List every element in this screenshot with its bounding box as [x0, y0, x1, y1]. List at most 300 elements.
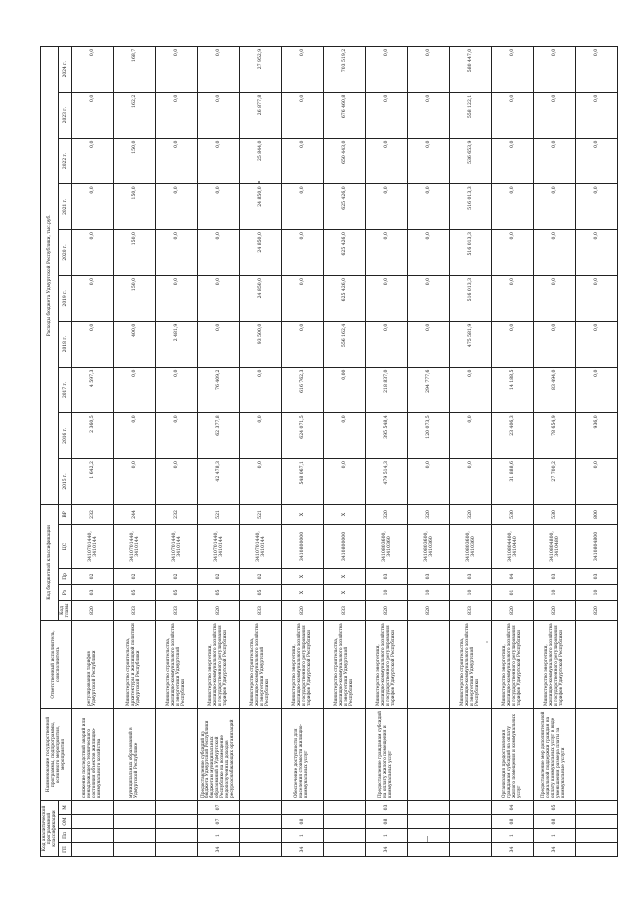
m-code-cell: 07 [198, 800, 240, 814]
expense-value-cell: 0,0 [534, 138, 576, 184]
expense-value-cell: 516 013,3 [450, 184, 492, 230]
expense-value-cell: 703 519,2 [324, 46, 366, 92]
pp-code-cell [324, 829, 366, 843]
expense-value-cell: 4 597,3 [72, 367, 114, 413]
expense-value-cell: 0,0 [198, 92, 240, 138]
pp-code-cell [450, 829, 492, 843]
expense-value-cell: 0,0 [408, 46, 450, 92]
expense-value-cell: 0,0 [408, 275, 450, 321]
m-code-cell [450, 800, 492, 814]
expense-value-cell: 0,0 [576, 138, 618, 184]
expenses-header: Расходы бюджета Удмуртской Республики, тыс.руб. [41, 46, 59, 504]
chapter-code-cell: 833 [114, 600, 156, 620]
pp-code-cell [408, 829, 450, 843]
program-code-header: Пп [59, 829, 72, 843]
expense-value-cell: 0,0 [450, 459, 492, 505]
expense-value-cell: 24 850,0 [240, 184, 282, 230]
budget-table-page [40, 47, 600, 857]
expense-value-cell: 62 377,8 [198, 413, 240, 459]
measure-name-cell: Организация предоставления гражданам субсидий на оплату жилого помещения и коммунальных услуг [492, 708, 534, 800]
gp-code-cell: 34 [492, 843, 534, 857]
chapter-code-cell: 820 [534, 600, 576, 620]
section-code-cell: 10 [366, 584, 408, 600]
expense-value-cell: 0,0 [156, 413, 198, 459]
expense-value-cell: 0,0 [198, 275, 240, 321]
table-row [198, 46, 240, 856]
expense-value-cell: 0,0 [450, 413, 492, 459]
target-article-cell: 3410803600, 3410360 [366, 524, 408, 568]
om-code-cell: 08 [492, 815, 534, 829]
m-code-cell [114, 800, 156, 814]
section-code-cell: 01 [492, 584, 534, 600]
expense-value-cell: 0,0 [282, 275, 324, 321]
measure-name-cell: снижение последствий аварий или ненадлежащего технического состояния объектов жилищно-коммунального хозяйства [72, 708, 114, 800]
year-header: 2017 г. [59, 367, 72, 413]
chapter-code-cell: 820 [576, 600, 618, 620]
expense-value-cell: 76 409,2 [198, 367, 240, 413]
expense-value-cell: 0,0 [72, 184, 114, 230]
expense-value-cell: 0,0 [366, 92, 408, 138]
gp-code-cell [114, 843, 156, 857]
target-article-cell: 3410800000 [282, 524, 324, 568]
expense-type-cell: 232 [156, 504, 198, 524]
expense-value-cell: 625 426,0 [324, 275, 366, 321]
measure-name-cell: Предоставление гражданам субсидий на оплату жилого помещения и коммунальных услуг [366, 708, 408, 800]
responsible-cell: Министерство энергетики, жилищно-коммунального хозяйства и государственного регулирования тарифов Удмуртской Республики [366, 620, 408, 708]
gp-code-cell: 34 [282, 843, 324, 857]
om-code-cell: 08 [534, 815, 576, 829]
expense-value-cell: 150,0 [114, 230, 156, 276]
expense-value-cell: 27 952,9 [240, 46, 282, 92]
expense-value-cell: 556 162,4 [324, 321, 366, 367]
expense-value-cell: 0,0 [198, 184, 240, 230]
expense-value-cell: 0,0 [114, 459, 156, 505]
responsible-cell [576, 620, 618, 708]
year-header: 2018 г. [59, 321, 72, 367]
chapter-code-cell: 820 [198, 600, 240, 620]
expense-value-cell: 150,0 [114, 184, 156, 230]
chapter-code-cell: 820 [282, 600, 324, 620]
expense-value-cell: 26 877,8 [240, 92, 282, 138]
year-header: 2021 г. [59, 184, 72, 230]
measure-name-cell: Предоставление субсидий из бюджета Удмуртской Республики бюджетам муниципальных образований в Удмуртской Республике на возмещение недополученных доходов ресурсоснабжающих организаций [198, 708, 240, 800]
expense-value-cell: 0,0 [156, 275, 198, 321]
expense-value-cell: 0,0 [240, 367, 282, 413]
expense-type-cell: 530 [534, 504, 576, 524]
chapter-code-cell: 820 [72, 600, 114, 620]
expense-value-cell: 0,0 [156, 92, 198, 138]
expense-value-cell: 0,0 [576, 459, 618, 505]
expense-value-cell: 78 654,9 [534, 413, 576, 459]
expense-type-cell: 530 [492, 504, 534, 524]
subsection-code-cell: 02 [240, 568, 282, 584]
section-code-cell: 10 [534, 584, 576, 600]
expense-value-cell: 0,0 [576, 184, 618, 230]
program-classification-header: Код аналитической программной классификации [41, 800, 59, 856]
expense-type-cell: 320 [408, 504, 450, 524]
om-code-cell [450, 815, 492, 829]
target-article-cell: 3410701440, 3410144 [240, 524, 282, 568]
budget-code-header: ВР [59, 504, 72, 524]
target-article-cell: 3410701440, 3410144 [198, 524, 240, 568]
pp-code-cell: 1 [492, 829, 534, 843]
expense-value-cell: 400,0 [114, 321, 156, 367]
responsible-cell: Министерство строительства, жилищно-коммунального хозяйства и энергетики Удмуртской Республики [240, 620, 282, 708]
expense-value-cell: 14 188,5 [492, 367, 534, 413]
section-code-cell: 05 [156, 584, 198, 600]
expense-value-cell: 0,0 [114, 413, 156, 459]
chapter-code-cell: 833 [324, 600, 366, 620]
pp-code-cell [114, 829, 156, 843]
chapter-code-cell: 820 [408, 600, 450, 620]
expense-value-cell: 42 478,3 [198, 459, 240, 505]
expense-value-cell: 936,0 [576, 413, 618, 459]
expense-value-cell: 218 837,0 [366, 367, 408, 413]
program-code-header: ГП [59, 843, 72, 857]
budget-classification-header: Код бюджетной классификации [41, 504, 59, 620]
om-code-cell [324, 815, 366, 829]
subsection-code-cell: 02 [114, 568, 156, 584]
expense-value-cell: 0,0 [534, 92, 576, 138]
expense-type-cell: X [282, 504, 324, 524]
expense-value-cell: 0,0 [198, 321, 240, 367]
pp-code-cell: 1 [198, 829, 240, 843]
program-code-header: М [59, 800, 72, 814]
expense-value-cell: 0,0 [492, 275, 534, 321]
expense-value-cell: 395 548,4 [366, 413, 408, 459]
expense-value-cell: 0,0 [72, 92, 114, 138]
section-code-cell: 10 [408, 584, 450, 600]
responsible-cell: Министерство строительства, жилищно-коммунального хозяйства и энергетики Удмуртской Республики [450, 620, 492, 708]
expense-value-cell: 0,0 [576, 230, 618, 276]
expense-value-cell: 0,0 [156, 184, 198, 230]
expense-value-cell: 676 460,8 [324, 92, 366, 138]
m-code-cell: 05 [534, 800, 576, 814]
responsible-cell [408, 620, 450, 708]
section-code-cell: 03 [72, 584, 114, 600]
expense-value-cell: 0,00 [324, 367, 366, 413]
expense-value-cell: 0,0 [114, 367, 156, 413]
expense-value-cell: 516 013,3 [450, 275, 492, 321]
gp-code-cell [240, 843, 282, 857]
gp-code-cell [450, 843, 492, 857]
year-header: 2016 г. [59, 413, 72, 459]
expense-value-cell: 0,0 [408, 459, 450, 505]
m-code-cell [324, 800, 366, 814]
expense-value-cell: 31 888,6 [492, 459, 534, 505]
budget-expenses-table [40, 46, 618, 857]
om-code-cell [576, 815, 618, 829]
table-row [156, 46, 198, 856]
expense-value-cell: 625 426,0 [324, 230, 366, 276]
target-article-cell: 3410701440, 3410144 [114, 524, 156, 568]
expense-value-cell: 0,0 [534, 184, 576, 230]
subsection-code-cell: 03 [366, 568, 408, 584]
section-code-cell: 10 [450, 584, 492, 600]
measure-name-cell [408, 708, 450, 800]
expense-value-cell: 616 762,3 [282, 367, 324, 413]
measure-name-cell: муниципальных образований в Удмуртской Республике [114, 708, 156, 800]
expense-value-cell: 24 850,0 [240, 275, 282, 321]
expense-type-cell: 521 [240, 504, 282, 524]
expense-value-cell: 0,0 [282, 230, 324, 276]
om-code-cell [114, 815, 156, 829]
expense-value-cell: 0,0 [492, 230, 534, 276]
expense-value-cell: 0,0 [282, 184, 324, 230]
budget-code-header: Код главы [59, 600, 72, 620]
om-code-cell: 08 [282, 815, 324, 829]
expense-value-cell: 0,0 [366, 275, 408, 321]
m-code-cell [408, 800, 450, 814]
expense-value-cell: 0,0 [408, 92, 450, 138]
expense-value-cell: 558 122,1 [450, 92, 492, 138]
section-code-cell: 05 [114, 584, 156, 600]
year-header: 2015 г. [59, 459, 72, 505]
table-row [576, 46, 618, 856]
m-code-cell [156, 800, 198, 814]
gp-code-cell [576, 843, 618, 857]
expense-value-cell: 0,0 [534, 230, 576, 276]
pp-code-cell [240, 829, 282, 843]
expense-value-cell: 294 777,6 [408, 367, 450, 413]
expense-value-cell: 1 642,2 [72, 459, 114, 505]
expense-value-cell: 0,0 [366, 138, 408, 184]
expense-value-cell: 0,0 [576, 367, 618, 413]
subsection-code-cell: 02 [72, 568, 114, 584]
expense-value-cell: 0,0 [156, 230, 198, 276]
expense-value-cell: 0,0 [408, 230, 450, 276]
budget-code-header: Пр [59, 568, 72, 584]
measure-name-cell [156, 708, 198, 800]
gp-code-cell: 34 [198, 843, 240, 857]
expense-value-cell: 625 426,0 [324, 184, 366, 230]
program-code-header: ОМ [59, 815, 72, 829]
expense-value-cell: 0,0 [408, 184, 450, 230]
expense-value-cell: 27 700,2 [534, 459, 576, 505]
pp-code-cell: 1 [366, 829, 408, 843]
subsection-code-cell: 03 [408, 568, 450, 584]
pp-code-cell: 1 [534, 829, 576, 843]
om-code-cell [156, 815, 198, 829]
expense-value-cell: 548 067,1 [282, 459, 324, 505]
subsection-code-cell: 02 [156, 568, 198, 584]
expense-value-cell: 0,0 [492, 184, 534, 230]
chapter-code-cell: 833 [240, 600, 282, 620]
year-header: 2024 г. [59, 46, 72, 92]
expense-type-cell: 521 [198, 504, 240, 524]
responsible-cell: Министерство энергетики, жилищно-коммунального хозяйства и государственного регулирования тарифов Удмуртской Республики [492, 620, 534, 708]
expense-value-cell: 0,0 [282, 46, 324, 92]
expense-value-cell: 0,0 [282, 138, 324, 184]
year-header: 2019 г. [59, 275, 72, 321]
expense-type-cell: X [324, 504, 366, 524]
expense-value-cell: 0,0 [282, 92, 324, 138]
subsection-code-cell: 02 [198, 568, 240, 584]
expense-value-cell: 624 071,5 [282, 413, 324, 459]
expense-value-cell: 0,0 [198, 230, 240, 276]
responsible-column-header: Ответственный исполнитель, соисполнитель [41, 620, 72, 708]
section-code-cell: X [282, 584, 324, 600]
expense-value-cell: 0,0 [324, 413, 366, 459]
pp-code-cell: 1 [282, 829, 324, 843]
expense-value-cell: 0,0 [408, 321, 450, 367]
m-code-cell [240, 800, 282, 814]
table-row [114, 46, 156, 856]
measure-name-cell: Предоставление мер дополнительной социальной поддержки граждан на оплату коммунальных услуг в виде уменьшения размера платы за коммунальные услуги [534, 708, 576, 800]
responsible-cell: Министерство строительства, архитектуры и жилищной политики Удмуртской Республики [114, 620, 156, 708]
responsible-cell: Министерство энергетики, жилищно-коммунального хозяйства и государственного регулирования тарифов Удмуртской Республики [534, 620, 576, 708]
pp-code-cell [576, 829, 618, 843]
expense-type-cell: 232 [72, 504, 114, 524]
expense-value-cell: 0,0 [576, 321, 618, 367]
om-code-cell [408, 815, 450, 829]
subsection-code-cell: 03 [450, 568, 492, 584]
expense-value-cell: 93 500,0 [240, 321, 282, 367]
expense-value-cell: 150,0 [114, 275, 156, 321]
table-row [282, 46, 324, 856]
expense-value-cell: 0,0 [534, 275, 576, 321]
expense-value-cell: 0,0 [156, 459, 198, 505]
table-row [450, 46, 492, 856]
m-code-cell [72, 800, 114, 814]
om-code-cell: 07 [198, 815, 240, 829]
expense-value-cell: 83 494,0 [534, 367, 576, 413]
table-row [408, 46, 450, 856]
table-row [534, 46, 576, 856]
section-code-cell: 05 [240, 584, 282, 600]
expense-value-cell: 0,0 [240, 413, 282, 459]
m-code-cell [576, 800, 618, 814]
expense-value-cell: 24 850,0 [240, 230, 282, 276]
expense-value-cell: 0,0 [450, 367, 492, 413]
om-code-cell [72, 815, 114, 829]
expense-value-cell: 0,0 [366, 46, 408, 92]
gp-code-cell [156, 843, 198, 857]
expense-value-cell: 0,0 [534, 46, 576, 92]
target-article-cell: 3410804800, 3410480 [534, 524, 576, 568]
target-article-cell: 3410803600, 3410360 [408, 524, 450, 568]
measure-name-cell: Обеспечение доступности для населения стоимости жилищно-коммунальных услуг [282, 708, 324, 800]
expense-type-cell: 244 [114, 504, 156, 524]
expense-value-cell: 0,0 [156, 138, 198, 184]
expense-value-cell: 25 844,0 [240, 138, 282, 184]
expense-value-cell: 0,0 [366, 230, 408, 276]
expense-value-cell: 150,0 [114, 138, 156, 184]
measure-name-cell [324, 708, 366, 800]
expense-value-cell: 0,0 [324, 459, 366, 505]
pp-code-cell [156, 829, 198, 843]
expense-value-cell: 0,0 [72, 46, 114, 92]
target-article-cell: 3410804800 [576, 524, 618, 568]
target-article-cell: 3410701440, 3410144 [72, 524, 114, 568]
expense-value-cell: 479 514,3 [366, 459, 408, 505]
year-header: 2020 г. [59, 230, 72, 276]
responsible-cell: регулирования тарифов Удмуртской Республики [72, 620, 114, 708]
chapter-code-cell: 833 [156, 600, 198, 620]
expense-value-cell: 0,0 [72, 275, 114, 321]
expense-value-cell: 0,0 [492, 46, 534, 92]
chapter-code-cell: 820 [492, 600, 534, 620]
gp-code-cell [408, 843, 450, 857]
gp-code-cell [324, 843, 366, 857]
expense-value-cell: 516 013,3 [450, 230, 492, 276]
section-code-cell: 10 [576, 584, 618, 600]
expense-value-cell: 0,0 [366, 321, 408, 367]
expense-value-cell: 0,0 [408, 138, 450, 184]
gp-code-cell: 34 [534, 843, 576, 857]
budget-code-header: ЦС [59, 524, 72, 568]
year-header: 2022 г. [59, 138, 72, 184]
expense-value-cell: 0,0 [240, 459, 282, 505]
expense-value-cell: 2 481,9 [156, 321, 198, 367]
expense-value-cell: 168,7 [114, 46, 156, 92]
expense-value-cell: 0,0 [576, 46, 618, 92]
subsection-code-cell: 04 [492, 568, 534, 584]
measure-name-cell [450, 708, 492, 800]
measure-name-cell [240, 708, 282, 800]
expense-value-cell: 650 443,0 [324, 138, 366, 184]
gp-code-cell [72, 843, 114, 857]
subsection-code-cell: 03 [534, 568, 576, 584]
expense-value-cell: 0,0 [366, 184, 408, 230]
budget-code-header: Рз [59, 584, 72, 600]
section-code-cell: 05 [198, 584, 240, 600]
expense-value-cell: 0,0 [198, 46, 240, 92]
subsection-code-cell: 03 [576, 568, 618, 584]
expense-value-cell: 0,0 [576, 92, 618, 138]
expense-value-cell: 2 360,5 [72, 413, 114, 459]
gp-code-cell: 34 [366, 843, 408, 857]
expense-value-cell: 536 653,9 [450, 138, 492, 184]
target-article-cell: 3410803600, 3410360 [450, 524, 492, 568]
m-code-cell: 04 [492, 800, 534, 814]
expense-type-cell: 320 [366, 504, 408, 524]
expense-value-cell: 0,0 [282, 321, 324, 367]
name-column-header: Наименование государственной программы, подпрограммы, основного мероприятия, мероприятия [41, 708, 72, 800]
expense-value-cell: 23 406,3 [492, 413, 534, 459]
subsection-code-cell: X [324, 568, 366, 584]
expense-value-cell: 0,0 [72, 138, 114, 184]
section-code-cell: X [324, 584, 366, 600]
table-row [240, 46, 282, 856]
om-code-cell: 08 [366, 815, 408, 829]
responsible-cell: Министерство строительства, жилищно-коммунального хозяйства и энергетики Удмуртской Республики [324, 620, 366, 708]
expense-type-cell: 800 [576, 504, 618, 524]
table-row [366, 46, 408, 856]
subsection-code-cell: X [282, 568, 324, 584]
expense-value-cell: 580 447,0 [450, 46, 492, 92]
expense-value-cell: 0,0 [492, 92, 534, 138]
table-row [72, 46, 114, 856]
expense-value-cell: 0,0 [534, 321, 576, 367]
target-article-cell: 3410800000 [324, 524, 366, 568]
pp-code-cell [72, 829, 114, 843]
m-code-cell: 03 [366, 800, 408, 814]
target-article-cell: 3410701440, 3410144 [156, 524, 198, 568]
om-code-cell [240, 815, 282, 829]
table-row [324, 46, 366, 856]
responsible-cell: Министерство энергетики, жилищно-коммунального хозяйства и государственного регулирования тарифов Удмуртской Республики [282, 620, 324, 708]
expense-value-cell: 0,0 [156, 46, 198, 92]
expense-value-cell: 475 581,9 [450, 321, 492, 367]
chapter-code-cell: 833 [450, 600, 492, 620]
target-article-cell: 3410804400, 3410440 [492, 524, 534, 568]
table-row [492, 46, 534, 856]
responsible-cell: Министерство энергетики, жилищно-коммунального хозяйства и государственного регулирования тарифов Удмуртской Республики [198, 620, 240, 708]
expense-type-cell: 320 [450, 504, 492, 524]
expense-value-cell: 162,2 [114, 92, 156, 138]
expense-value-cell: 0,0 [156, 367, 198, 413]
